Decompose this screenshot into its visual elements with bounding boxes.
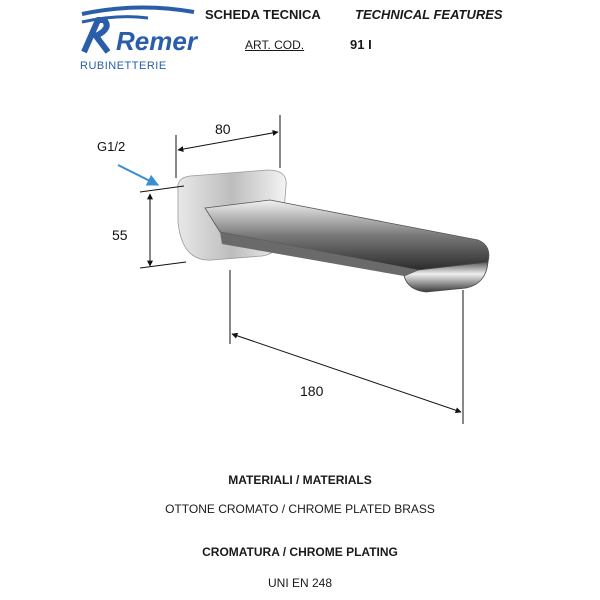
height-dimension-label: 55: [112, 227, 128, 243]
title-english: TECHNICAL FEATURES: [355, 7, 503, 22]
brand-subtitle: RUBINETTERIE: [80, 60, 167, 72]
article-code-label: ART. COD.: [245, 38, 305, 52]
materials-title: MATERIALI / MATERIALS: [228, 473, 372, 487]
length-dimension-line: [232, 334, 461, 412]
materials-text: OTTONE CROMATO / CHROME PLATED BRASS: [165, 502, 435, 516]
technical-drawing: [0, 100, 600, 440]
length-dimension-label: 180: [300, 383, 324, 399]
plating-title: CROMATURA / CHROME PLATING: [202, 545, 398, 559]
width-dimension-label: 80: [215, 121, 231, 137]
article-code: 91 I: [350, 37, 372, 52]
thread-label: G1/2: [97, 139, 126, 154]
thread-arrow: [118, 165, 158, 185]
title-italian: SCHEDA TECNICA: [205, 7, 321, 22]
brand-name: Remer: [116, 26, 197, 56]
plating-text: UNI EN 248: [267, 576, 333, 590]
